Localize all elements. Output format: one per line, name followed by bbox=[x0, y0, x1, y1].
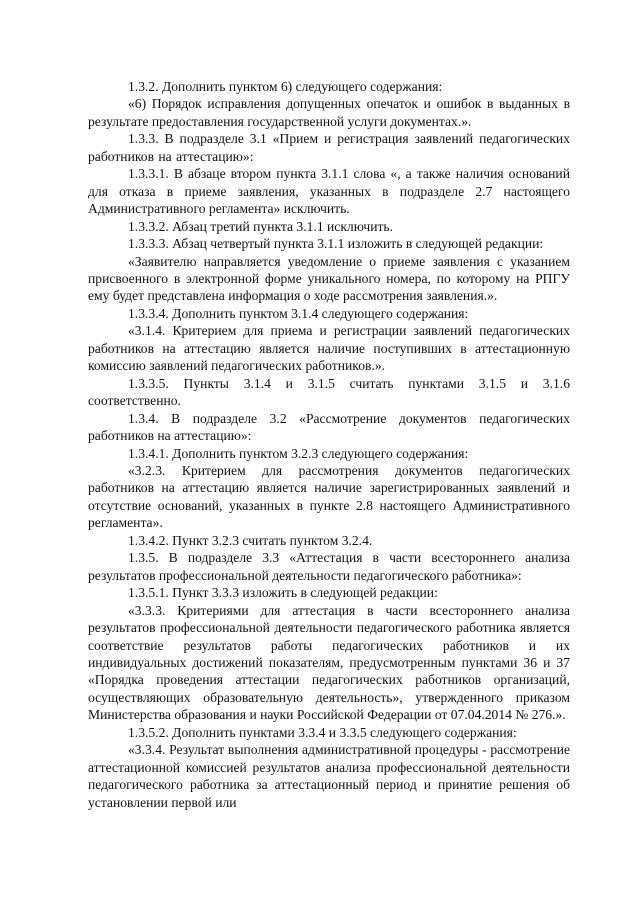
paragraph-quote-3-1-4: «3.1.4. Критерием для приема и регистрации заявлений педагогических работников на аттестацию является наличие поступивших в аттестационную комиссию заявлений педагогических работников.». bbox=[88, 323, 570, 374]
paragraph-quote-6: «6) Порядок исправления допущенных опечаток и ошибок в выданных в результате предоставления государственной услуги документах.». bbox=[88, 96, 570, 129]
paragraph-quote-3-3-4: «3.3.4. Результат выполнения административной процедуры - рассмотрение аттестационной комиссией результатов анализа профессиональной деятельности педагогического работника за аттестационный период и принятие решения об установлении первой или bbox=[88, 742, 570, 810]
paragraph-1-3-5-1: 1.3.5.1. Пункт 3.3.3 изложить в следующей редакции: bbox=[128, 585, 438, 601]
paragraph-1-3-5-2: 1.3.5.2. Дополнить пунктами 3.3.4 и 3.3.5 следующего содержания: bbox=[128, 724, 517, 740]
paragraph-1-3-5: 1.3.5. В подразделе 3.3 «Аттестация в части всестороннего анализа результатов профессиональной деятельности педагогического работника»: bbox=[88, 550, 570, 583]
paragraph-1-3-4-1: 1.3.4.1. Дополнить пунктом 3.2.3 следующего содержания: bbox=[128, 445, 469, 461]
paragraph-1-3-3-2: 1.3.3.2. Абзац третий пункта 3.1.1 исключить. bbox=[128, 218, 394, 234]
paragraph-1-3-3-5: 1.3.3.5. Пункты 3.1.4 и 3.1.5 считать пунктами 3.1.5 и 3.1.6 соответственно. bbox=[88, 375, 570, 409]
paragraph-quote-3-3-3: «3.3.3. Критериями для аттестация в части всестороннего анализа результатов профессиональной деятельности педагогического работника является соответствие результатов работы педагогических работников и их индивидуальных достижений показателям, предусмотренным пунктами 36 и 37 «Порядка проведения аттестации педагогических работников организаций, осуществляющих образовательную деятельность», утвержденного приказом Министерства образования и науки Российской Федерации от 07.04.2014 № 276.». bbox=[88, 602, 570, 723]
paragraph-1-3-3-3: 1.3.3.3. Абзац четвертый пункта 3.1.1 изложить в следующей редакции: bbox=[128, 236, 544, 252]
paragraph-1-3-3-4: 1.3.3.4. Дополнить пунктом 3.1.4 следующего содержания: bbox=[128, 305, 469, 321]
paragraph-1-3-3-1: 1.3.3.1. В абзаце втором пункта 3.1.1 слова «, а также наличия оснований для отказа в приеме заявления, указанных в подразделе 2.7 настоящего Административного регламента» исключить. bbox=[88, 166, 570, 217]
paragraph-quote-notification: «Заявителю направляется уведомление о приеме заявления с указанием присвоенного в электронной форме уникального номера, по которому на РПГУ ему будет представлена информация о ходе рассмотрения заявления.». bbox=[88, 253, 570, 304]
paragraph-1-3-4: 1.3.4. В подразделе 3.2 «Рассмотрение документов педагогических работников на аттестацию»: bbox=[88, 410, 570, 444]
paragraph-1-3-4-2: 1.3.4.2. Пункт 3.2.3 считать пунктом 3.2.4. bbox=[128, 532, 373, 548]
paragraph-1-3-3: 1.3.3. В подразделе 3.1 «Прием и регистрация заявлений педагогических работников на аттестацию»: bbox=[88, 131, 570, 164]
paragraph-quote-3-2-3: «3.2.3. Критерием для рассмотрения документов педагогических работников на аттестацию является наличие зарегистрированных заявлений и отсутствие оснований, указанных в пункте 2.8 настоящего Административного регламента». bbox=[88, 462, 570, 531]
document-page bbox=[88, 78, 570, 811]
paragraph-1-3-2: 1.3.2. Дополнить пунктом 6) следующего содержания: bbox=[128, 79, 443, 94]
